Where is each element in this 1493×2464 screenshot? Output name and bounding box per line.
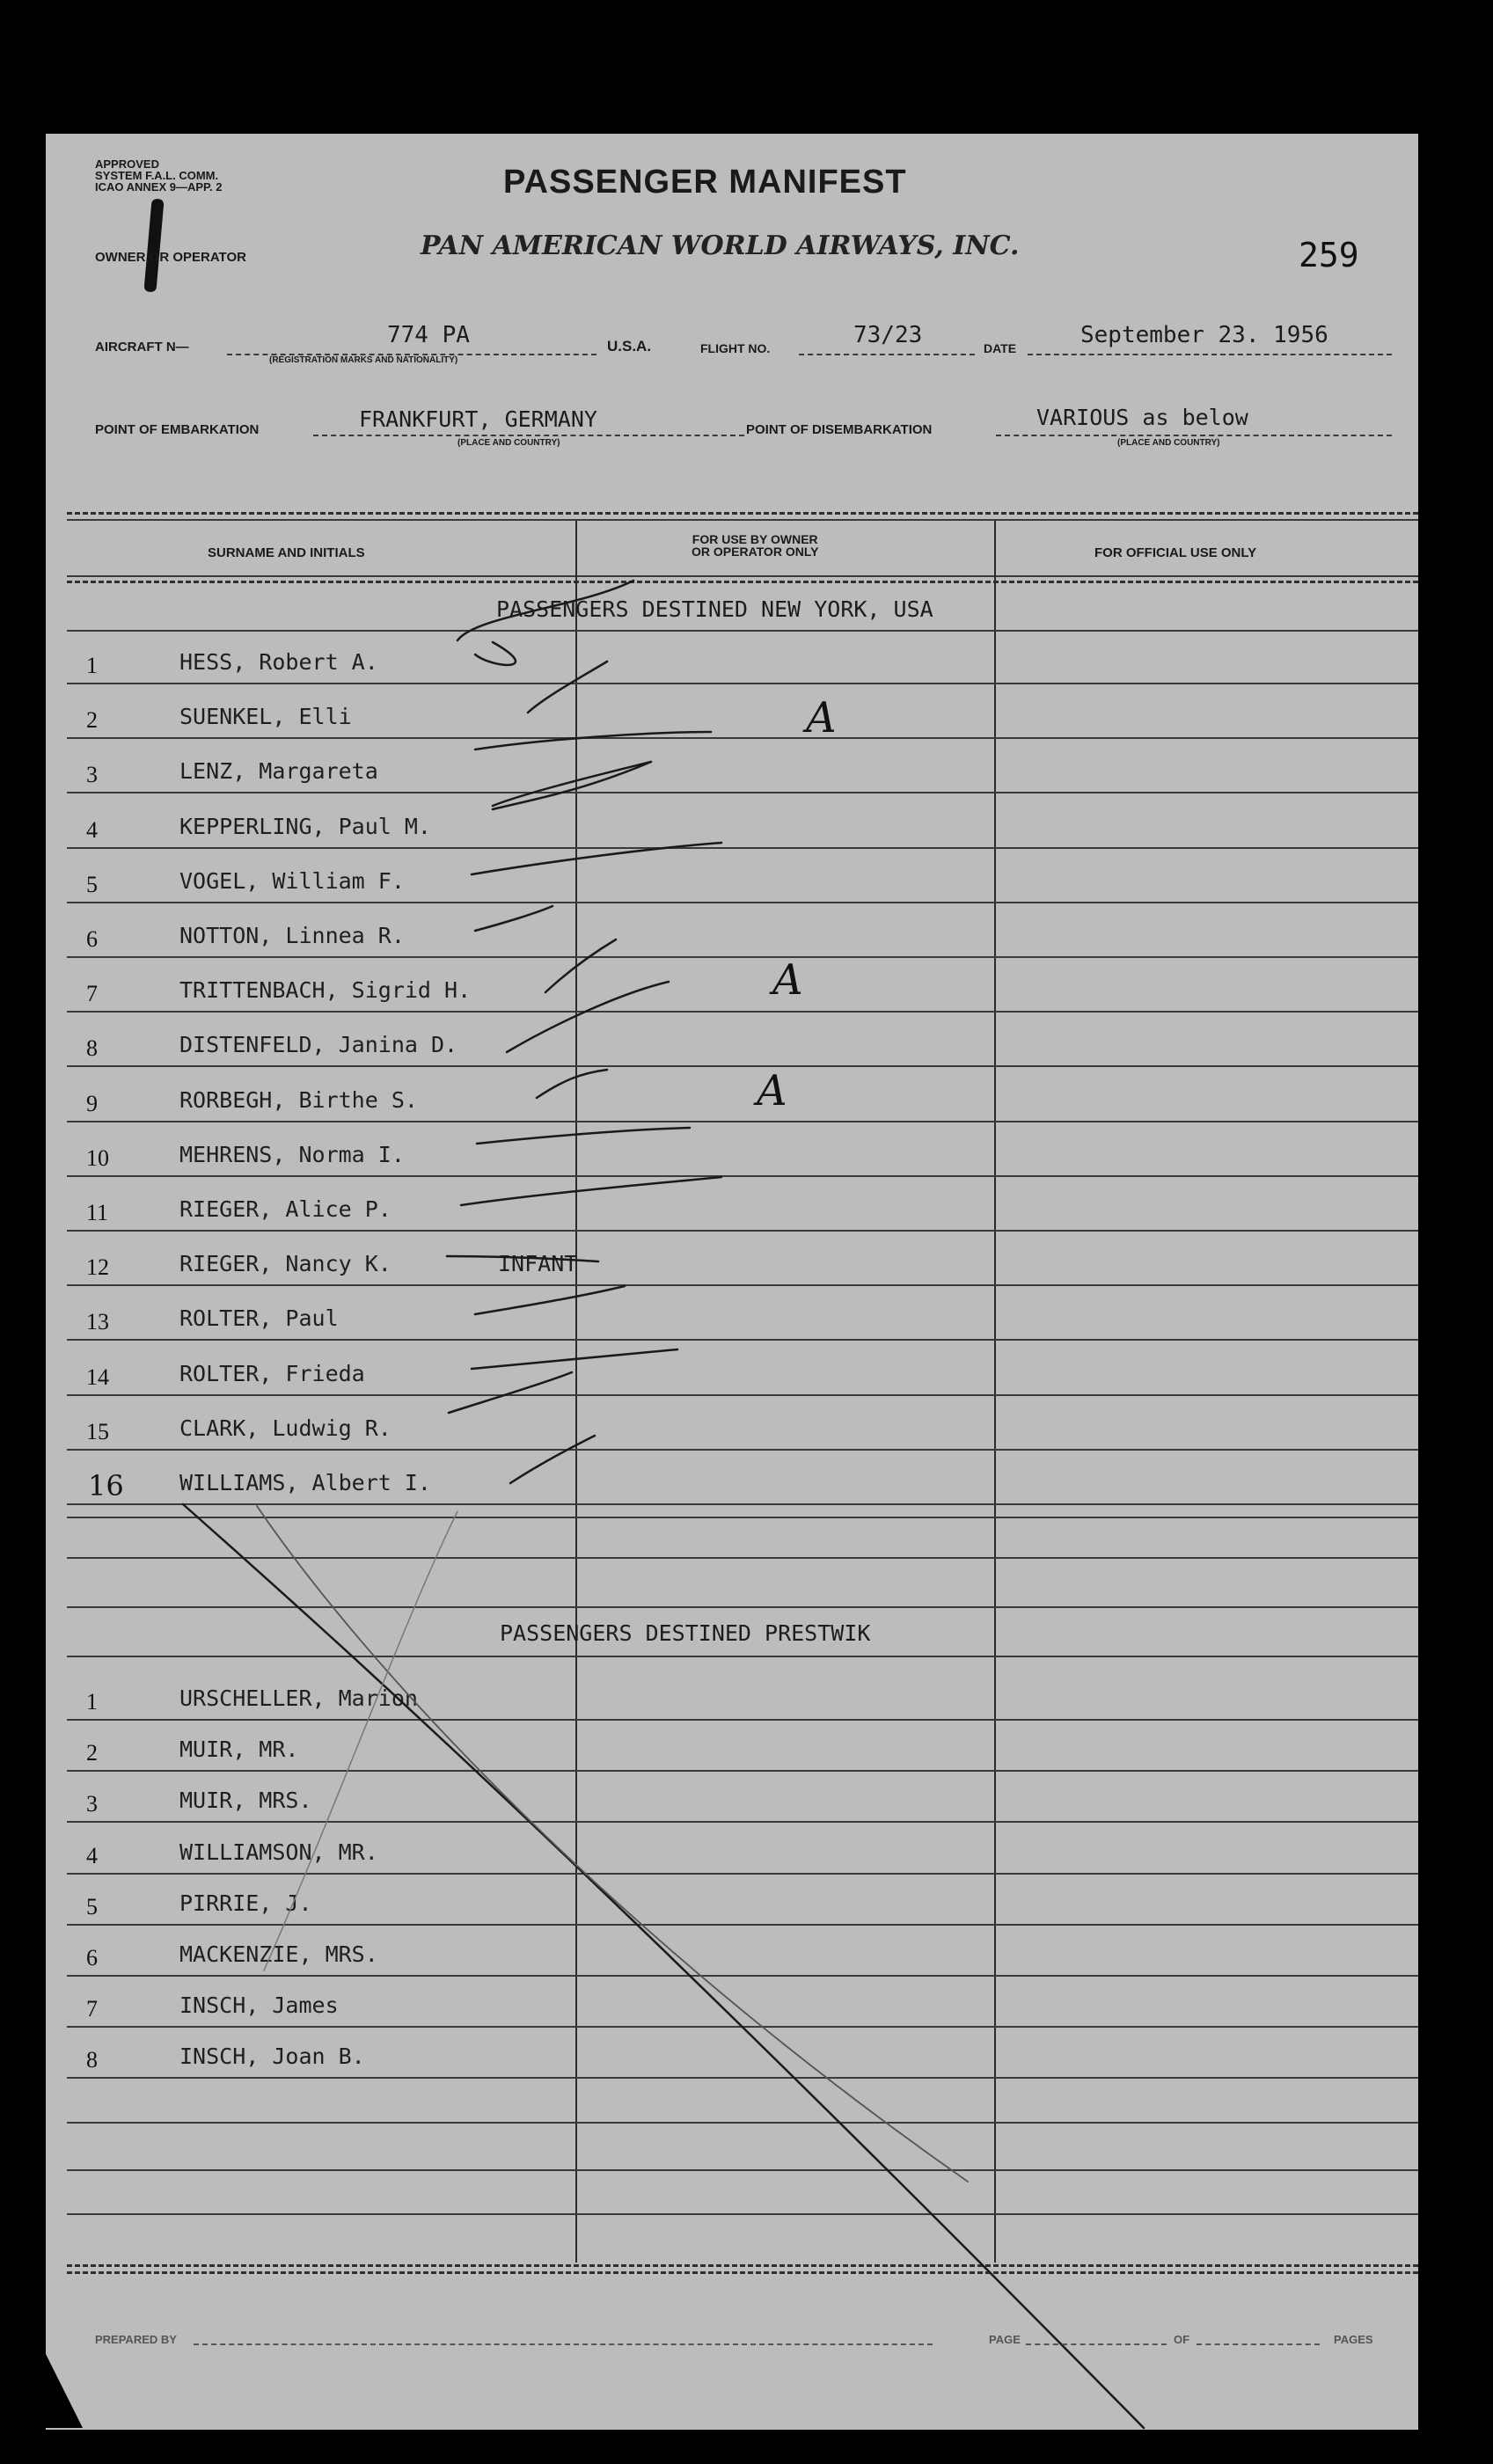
prepared-by-underline xyxy=(194,2343,933,2345)
passenger-name: MUIR, MR. xyxy=(179,1736,299,1763)
handwritten-mark: A xyxy=(806,693,837,742)
column-header-official-use: FOR OFFICIAL USE ONLY xyxy=(1094,545,1257,560)
row-number: 2 xyxy=(86,707,98,734)
passenger-note: INFANT xyxy=(498,1251,578,1277)
row-number: 7 xyxy=(86,981,98,1007)
page-title: PASSENGER MANIFEST xyxy=(503,164,907,201)
passenger-name: DISTENFELD, Janina D. xyxy=(179,1032,458,1058)
date-label: DATE xyxy=(984,341,1017,355)
row-number: 3 xyxy=(86,1791,98,1817)
passenger-name: URSCHELLER, Marion xyxy=(179,1685,418,1711)
passenger-name: MUIR, MRS. xyxy=(179,1788,312,1814)
row-number: 4 xyxy=(86,1842,98,1868)
passenger-name: LENZ, Margareta xyxy=(179,758,378,785)
row-number: 11 xyxy=(86,1200,109,1225)
row-number: 5 xyxy=(86,1893,98,1919)
passenger-name: ROLTER, Frieda xyxy=(179,1360,365,1386)
passenger-name: TRITTENBACH, Sigrid H. xyxy=(179,977,472,1004)
row-number: 10 xyxy=(86,1144,109,1171)
passenger-name: NOTTON, Linnea R. xyxy=(179,923,405,948)
passenger-name: WILLIAMS, Albert I. xyxy=(179,1470,431,1495)
row-number: 8 xyxy=(86,1035,98,1062)
passenger-name: INSCH, Joan B. xyxy=(179,2044,365,2070)
passenger-name: INSCH, James xyxy=(179,1992,339,2019)
flight-label: FLIGHT NO. xyxy=(700,341,771,355)
row-number: 1 xyxy=(86,653,98,678)
aircraft-sublabel: (REGISTRATION MARKS AND NATIONALITY) xyxy=(269,355,458,365)
passenger-name: HESS, Robert A. xyxy=(179,649,378,675)
column-header-surname: SURNAME AND INITIALS xyxy=(208,545,365,560)
row-number: 1 xyxy=(86,1689,98,1715)
section-title-new-york: PASSENGERS DESTINED NEW YORK, USA xyxy=(496,596,933,622)
row-number: 9 xyxy=(86,1090,98,1116)
disembarkation-sublabel: (PLACE AND COUNTRY) xyxy=(1117,438,1220,448)
row-number: 3 xyxy=(86,762,98,788)
page-label: PAGE xyxy=(989,2333,1021,2346)
row-number: 14 xyxy=(86,1364,109,1390)
row-number: 7 xyxy=(86,1996,98,2022)
embarkation-label: POINT OF EMBARKATION xyxy=(95,422,260,437)
passenger-name: CLARK, Ludwig R. xyxy=(179,1415,392,1441)
owner-value: PAN AMERICAN WORLD AIRWAYS, INC. xyxy=(421,230,1020,261)
row-number: 6 xyxy=(86,926,98,952)
passenger-name: ROLTER, Paul xyxy=(179,1305,339,1332)
passenger-name: RORBEGH, Birthe S. xyxy=(179,1086,418,1113)
approval-line: ICAO ANNEX 9—APP. 2 xyxy=(95,180,223,194)
owner-use-line: OR OPERATOR ONLY xyxy=(692,545,819,559)
of-underline xyxy=(1197,2343,1320,2345)
disembarkation-label: POINT OF DISEMBARKATION xyxy=(746,422,933,437)
flight-value: 73/23 xyxy=(853,322,923,348)
handwritten-mark: A xyxy=(772,955,803,1005)
handwritten-number: 16 xyxy=(88,1469,124,1503)
passenger-name: PIRRIE, J. xyxy=(179,1890,312,1916)
passenger-name: SUENKEL, Elli xyxy=(179,704,352,730)
page-number: 259 xyxy=(1299,236,1359,274)
prepared-by-label: PREPARED BY xyxy=(95,2333,177,2346)
row-number: 6 xyxy=(86,1945,98,1970)
pages-label: PAGES xyxy=(1334,2333,1373,2346)
approval-line: APPROVED xyxy=(95,157,159,171)
section-title-prestwik: PASSENGERS DESTINED PRESTWIK xyxy=(500,1620,871,1646)
row-number: 2 xyxy=(86,1740,98,1766)
row-number: 4 xyxy=(86,816,98,843)
disembarkation-value: VARIOUS as below xyxy=(1036,405,1248,430)
passenger-name: VOGEL, William F. xyxy=(179,867,405,894)
passenger-name: KEPPERLING, Paul M. xyxy=(179,813,431,839)
of-label: OF xyxy=(1174,2333,1190,2346)
approval-line: SYSTEM F.A.L. COMM. xyxy=(95,169,219,182)
handwritten-mark: A xyxy=(757,1066,787,1115)
passenger-name: MACKENZIE, MRS. xyxy=(179,1941,378,1967)
row-number: 8 xyxy=(86,2047,98,2073)
owner-label: OWNER OR OPERATOR xyxy=(95,250,246,265)
usa-label: U.S.A. xyxy=(607,338,652,355)
passenger-name: RIEGER, Nancy K. xyxy=(179,1251,392,1277)
passenger-name: WILLIAMSON, MR. xyxy=(179,1839,378,1865)
page-underline xyxy=(1026,2343,1167,2345)
passenger-name: MEHRENS, Norma I. xyxy=(179,1141,405,1167)
row-number: 15 xyxy=(86,1418,109,1444)
date-value: September 23. 1956 xyxy=(1080,322,1328,348)
embarkation-sublabel: (PLACE AND COUNTRY) xyxy=(457,438,560,448)
aircraft-value: 774 PA xyxy=(387,322,470,348)
row-number: 13 xyxy=(86,1309,109,1335)
owner-use-line: FOR USE BY OWNER xyxy=(692,532,818,546)
embarkation-value: FRANKFURT, GERMANY xyxy=(359,406,597,432)
passenger-name: RIEGER, Alice P. xyxy=(179,1196,392,1222)
row-number: 12 xyxy=(86,1254,109,1281)
aircraft-label: AIRCRAFT N— xyxy=(95,340,189,355)
row-number: 5 xyxy=(86,871,98,897)
